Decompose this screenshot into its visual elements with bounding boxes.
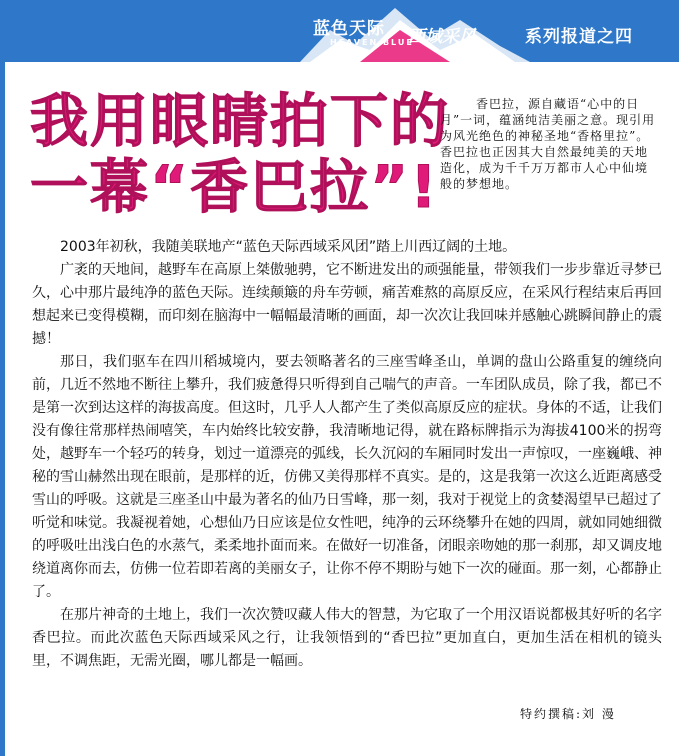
article-paragraph: 在那片神奇的土地上，我们一次次赞叹藏人伟大的智慧，为它取了一个用汉语说都极其好听的名字香巴拉。而此次蓝色天际西域采风之行，让我领悟到的“香巴拉”更加直白，更加生活在相机的镜头里，不调焦距，无需光圈，哪儿都是一幅画。	[32, 607, 662, 669]
article-body	[32, 236, 662, 673]
logo-english-title: HEAVEN BLUE	[330, 38, 414, 47]
article-paragraph: 那日，我们驱车在四川稻城境内，要去领略著名的三座雪峰圣山，单调的盘山公路重复的缠绕向前，几近不然地不断往上攀升，我们疲惫得只听得到自己喘气的声音。一车团队成员，除了我，都已不是第一次到达这样的海拔高度。但这时，几乎人人都产生了类似高原反应的症状。身体的不适，让我们没有像往常那样热闹嘻笑，车内始终比较安静，我清晰地记得，就在路标牌指示为海拔4100米的拐弯处，越野车一个轻巧的转身，划过一道漂亮的弧线，长久沉闷的车厢同时发出一声惊叹，一座巍峨、神秘的雪山赫然出现在眼前，是那样的近，仿佛又美得那样不真实。是的，这是我第一次这么近距离感受雪山的呼吸。这就是三座圣山中最为著名的仙乃日雪峰，那一刻，我对于视觉上的贪婪渴望早已超过了听觉和味觉。我凝视着她，心想仙乃日应该是位女性吧，纯净的云环绕攀升在她的四周，就如同她细微的呼吸吐出浅白色的水蒸气，柔柔地扑面而来。在做好一切准备，闭眼亲吻她的那一刹那，却又调皮地绕道离你而去，仿佛一位若即若离的美丽女子，让你不停不期盼与她下一次的碰面。那一刻，心都静止了。	[32, 354, 662, 600]
logo-script-title: 西域采风	[408, 27, 476, 47]
article-paragraph: 2003年初秋，我随美联地产“蓝色天际西域采风团”踏上川西辽阔的土地。	[60, 239, 517, 255]
left-border-line	[0, 62, 5, 756]
series-label: 系列报道之四	[525, 27, 633, 47]
article-paragraph: 广袤的天地间，越野车在高原上桀傲驰骋，它不断进发出的顽强能量，带领我们一步步靠近寻梦已久，心中那片最纯净的蓝色天际。连续颠簸的舟车劳顿，痛苦难熬的高原反应，在采风行程结束后再回想起来已变得模糊，而印刻在脑海中一幅幅最清晰的画面，却一次次让我回味并感触心跳瞬间静止的震撼！	[32, 262, 662, 347]
top-banner	[0, 0, 679, 62]
headline-line-1: 我用眼睛拍下的	[30, 87, 451, 155]
author-byline: 特约撰稿:刘 漫	[520, 707, 616, 721]
intro-paragraph: 香巴拉，源自藏语“心中的日月”一词，蕴涵纯洁美丽之意。现引用为风光绝色的神秘圣地“香格里拉”。香巴拉也正因其大自然最纯美的天地造化，成为千千万万都市人心中仙境般的梦想地。	[440, 97, 656, 191]
logo-chinese-title: 蓝色天际	[313, 19, 385, 39]
headline-line-2: 一幕“香巴拉”!	[30, 153, 439, 221]
